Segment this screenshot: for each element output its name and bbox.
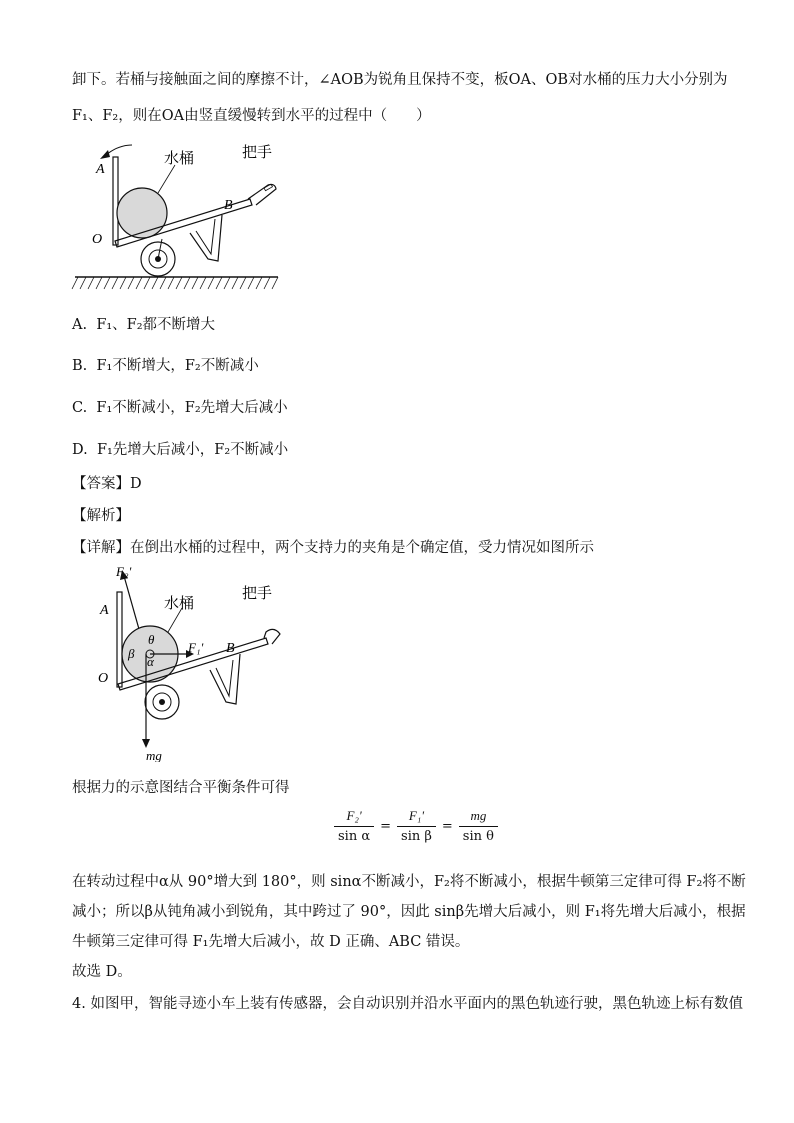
detail-text: 在倒出水桶的过程中，两个支持力的夹角是个确定值，受力情况如图所示 (130, 540, 594, 556)
figure-force-diagram (90, 562, 290, 762)
next-question-line: 4. 如图甲，智能寻迹小车上装有传感器，会自动识别并沿水平面内的黑色轨迹行驶，黑色轨迹上标有数值 (72, 996, 743, 1012)
option-b-key: B. (72, 358, 88, 374)
explanation-line-2: 减小；所以β从钝角减小到锐角，其中跨过了 90°，因此 sinβ先增大后减小，则 F₁将先增大后减小，根据 (72, 904, 746, 920)
detail-tag: 【详解】 (72, 540, 130, 556)
figure-wheelbarrow (70, 135, 285, 295)
point-a-label-2: A (100, 603, 109, 618)
point-b-label-2: B (226, 641, 235, 656)
option-b-text: F₁不断增大，F₂不断减小 (96, 358, 259, 374)
conclusion-intro: 根据力的示意图结合平衡条件可得 (72, 780, 290, 796)
option-c (72, 396, 288, 417)
point-a-label: A (96, 162, 105, 177)
analysis-tag: 【解析】 (72, 508, 130, 524)
explanation-line-1: 在转动过程中α从 90°增大到 180°，则 sinα不断减小，F₂将不断减小，根据牛顿第三定律可得 F₂将不断 (72, 874, 746, 890)
angle-beta-label: β (128, 646, 135, 661)
answer-line (72, 472, 142, 493)
handle-label-2: 把手 (242, 584, 273, 602)
point-b-label: B (224, 198, 233, 213)
force-mg-label: mg (146, 748, 162, 762)
option-d-key: D. (72, 442, 88, 458)
explanation-line-3: 牛顿第三定律可得 F₁先增大后减小，故 D 正确、ABC 错误。 (72, 934, 470, 950)
question-line-1: 卸下。若桶与接触面之间的摩擦不计，∠AOB为锐角且保持不变，板OA、OB对水桶的压力大小分别为 (72, 72, 728, 88)
force-f1-label: F₁' (188, 640, 204, 655)
fraction-1: $\frac{\text{F₂'}}{\text{sin α}}$ (334, 808, 374, 844)
option-a-text: F₁、F₂都不断增大 (96, 317, 216, 333)
explanation-line-4: 故选 D。 (72, 964, 132, 980)
option-d-text: F₁先增大后减小，F₂不断减小 (96, 442, 289, 458)
bucket-label-2: 水桶 (164, 594, 195, 612)
handle-label: 把手 (242, 143, 273, 161)
fraction-3: $\frac{mg}{\text{sin θ}}$ (459, 808, 498, 844)
point-o-label-2: O (98, 671, 109, 686)
option-a (72, 313, 215, 334)
fraction-2: $\frac{\text{F₁'}}{\text{sin β}}$ (397, 808, 436, 844)
detail-line (72, 536, 594, 557)
option-c-text: F₁不断减小，F₂先增大后减小 (96, 400, 288, 416)
option-a-key: A. (72, 317, 88, 333)
point-o-label: O (92, 232, 103, 247)
option-d (72, 438, 288, 459)
angle-alpha-label: α (147, 654, 154, 669)
bucket-label: 水桶 (164, 149, 195, 167)
sine-rule-formula: $\frac{\text{F₂'}}{\text{sin α}}$ = $\frac{\text{F₁'}}{\text{sin β}}$ = $\frac{mg}{\text{sin θ}}$ (330, 808, 502, 844)
answer-tag: 【答案】 (72, 476, 130, 492)
force-f2-label: F₂' (116, 564, 132, 579)
option-c-key: C. (72, 400, 88, 416)
answer-value: D (130, 476, 142, 492)
option-b (72, 354, 259, 375)
question-line-2: F₁、F₂，则在OA由竖直缓慢转到水平的过程中（ ） (72, 108, 431, 124)
angle-theta-label: θ (148, 632, 155, 647)
